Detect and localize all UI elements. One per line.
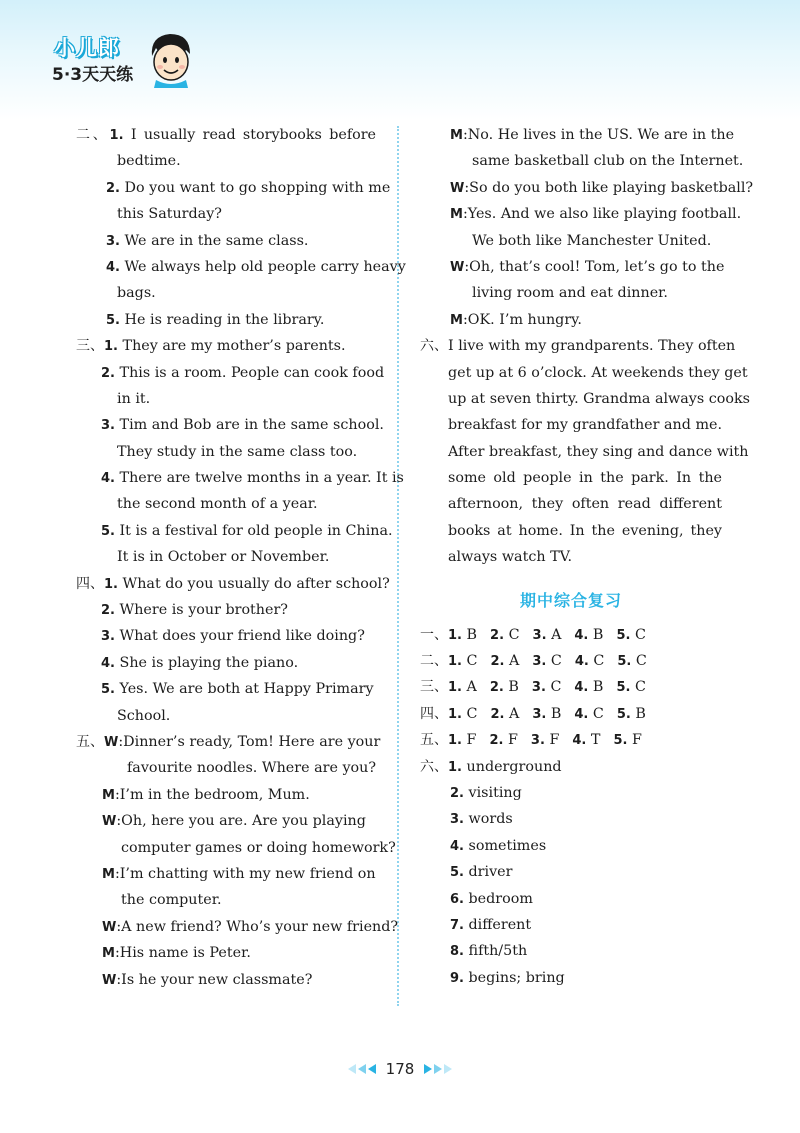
dialogue-line: the computer. [121, 892, 222, 909]
boy-mascot-icon [142, 30, 200, 88]
midterm-review-title: 期中综合复习 [519, 590, 622, 610]
brand-title: 小儿郎 [54, 36, 120, 60]
passage-line: up at seven thirty. Grandma always cooks [448, 390, 750, 407]
word-answer: 8. fifth/5th [450, 943, 528, 960]
left-arrows-icon [348, 1064, 376, 1074]
word-answer: 6. bedroom [450, 890, 533, 907]
dialogue-line: M:No. He lives in the US. We are in the [450, 127, 735, 143]
answer-line: bags. [117, 285, 156, 302]
right-column [420, 122, 754, 991]
right-arrows-icon [424, 1064, 452, 1074]
dialogue-line: W:Is he your new classmate? [102, 971, 313, 988]
answer-line: 2. Do you want to go shopping with me [106, 179, 391, 196]
answer-line: 4. We always help old people carry heavy [106, 258, 406, 275]
answer-line: 5. It is a festival for old people in China. [101, 522, 393, 539]
dialogue-line: M:Yes. And we also like playing football. [450, 206, 742, 223]
dialogue-line: We both like Manchester United. [472, 232, 712, 249]
answer-row: 三、1. A 2. B 3. C 4. B 5. C [420, 679, 646, 696]
dialogue-line: 五、W:Dinner’s ready, Tom! Here are your [76, 733, 381, 750]
dialogue-line: same basketball club on the Internet. [472, 153, 744, 170]
dialogue-line: favourite noodles. Where are you? [127, 760, 377, 777]
brand-logo [38, 30, 208, 90]
dialogue-line: M:His name is Peter. [102, 945, 251, 962]
word-answer: 5. driver [450, 864, 513, 881]
answer-line: 4. There are twelve months in a year. It is [101, 470, 404, 487]
answer-row: 一、1. B 2. C 3. A 4. B 5. C [420, 626, 646, 643]
dialogue-line: M:OK. I’m hungry. [450, 311, 582, 328]
passage-line: After breakfast, they sing and dance with [448, 443, 749, 460]
dialogue-line: W:Oh, that’s cool! Tom, let’s go to the [450, 258, 725, 275]
word-answer: 六、1. underground [420, 758, 562, 775]
answer-line: this Saturday? [117, 206, 222, 223]
answer-row: 五、1. F 2. F 3. F 4. T 5. F [420, 732, 642, 749]
passage-line: 六、I live with my grandparents. They often [420, 338, 736, 355]
word-answer: 9. begins; bring [450, 969, 565, 986]
word-answer: 2. visiting [450, 784, 522, 801]
answer-line: 4. She is playing the piano. [101, 654, 299, 671]
answer-line: They study in the same class too. [117, 443, 358, 460]
page-number: 178 [385, 1060, 415, 1078]
word-answer: 7. different [450, 916, 532, 933]
left-column [76, 122, 406, 993]
answer-line: 3. What does your friend like doing? [101, 628, 365, 645]
passage-line: always watch TV. [448, 549, 572, 566]
answer-line: in it. [117, 390, 151, 407]
answer-line: the second month of a year. [117, 496, 318, 513]
answer-line: 三、1. They are my mother’s parents. [76, 338, 346, 355]
word-answer: 4. sometimes [450, 837, 547, 854]
answer-line: 3. We are in the same class. [106, 232, 309, 249]
brand-series: 5·3天天练 [52, 65, 134, 85]
answer-line: bedtime. [117, 153, 181, 170]
dialogue-line: M:I’m chatting with my new friend on [102, 865, 376, 882]
passage-line: afternoon, they often read different [448, 496, 722, 513]
passage-line: get up at 6 o’clock. At weekends they get [448, 364, 748, 381]
answer-line: 2. Where is your brother? [101, 602, 288, 619]
answer-row: 二、1. C 2. A 3. C 4. C 5. C [420, 653, 647, 670]
page-footer [0, 1056, 800, 1082]
passage-line: some old people in the park. In the [448, 470, 722, 487]
dialogue-line: computer games or doing homework? [121, 839, 396, 856]
dialogue-line: W:Oh, here you are. Are you playing [102, 813, 366, 830]
passage-line: breakfast for my grandfather and me. [448, 417, 723, 434]
answer-line: 3. Tim and Bob are in the same school. [101, 417, 384, 434]
answer-row: 四、1. C 2. A 3. B 4. C 5. B [420, 705, 646, 722]
answer-line: 5. Yes. We are both at Happy Primary [101, 681, 374, 698]
answer-line: 2. This is a room. People can cook food [101, 364, 385, 381]
dialogue-line: W:A new friend? Who’s your new friend? [102, 918, 399, 935]
answer-line: School. [117, 707, 171, 724]
dialogue-line: W:So do you both like playing basketball? [450, 179, 754, 196]
answer-line: 二、1. I usually read storybooks before [76, 127, 377, 143]
answer-line: It is in October or November. [117, 549, 330, 566]
word-answer: 3. words [450, 811, 513, 828]
dialogue-line: living room and eat dinner. [472, 285, 668, 302]
answer-line: 四、1. What do you usually do after school? [76, 575, 390, 592]
passage-line: books at home. In the evening, they [448, 522, 722, 539]
answer-line: 5. He is reading in the library. [106, 311, 325, 328]
dialogue-line: M:I’m in the bedroom, Mum. [102, 786, 310, 803]
